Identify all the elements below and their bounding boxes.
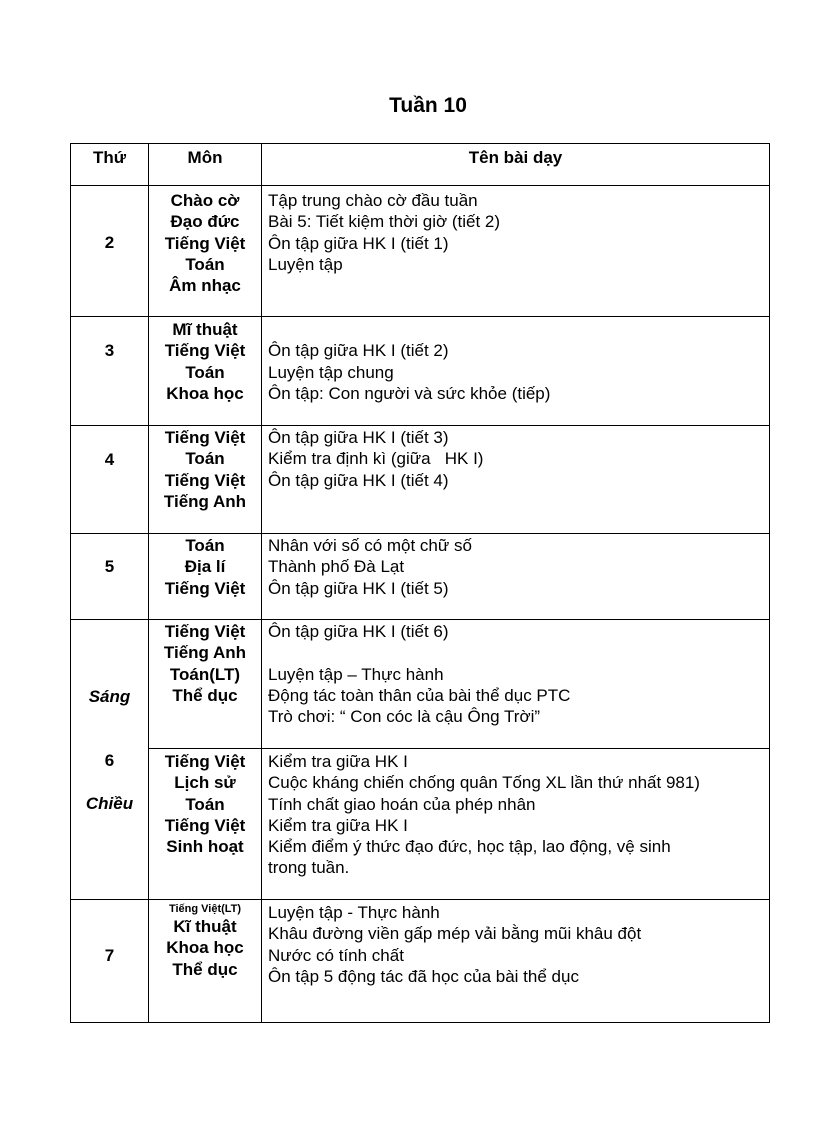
page-title: Tuần 10	[389, 94, 467, 117]
lesson-item: Ôn tập giữa HK I (tiết 3)	[268, 428, 449, 447]
lesson-item: Tập trung chào cờ đầu tuần	[268, 191, 478, 210]
subject-list	[149, 427, 261, 512]
subject-item: Tiếng Việt	[164, 815, 246, 835]
subject-item: Âm nhạc	[169, 276, 241, 296]
table-rule	[769, 143, 770, 1023]
lesson-item: Trò chơi: “ Con cóc là cậu Ông Trời”	[268, 707, 541, 727]
subject-item: Khoa học	[166, 938, 244, 958]
table-rule	[70, 316, 770, 317]
subject-list	[149, 190, 261, 296]
lesson-item: Ôn tập: Con người và sức khỏe (tiếp)	[268, 383, 551, 403]
day-cell: 3	[104, 341, 115, 360]
subject-item: Tiếng Anh	[163, 491, 247, 511]
lesson-item: Kiểm điểm ý thức đạo đức, học tập, lao động, vệ sinh	[268, 837, 671, 857]
lesson-item: Tính chất giao hoán của phép nhân	[268, 794, 536, 814]
subject-item: Toán(LT)	[169, 664, 241, 684]
table-rule	[261, 143, 262, 1023]
lesson-list	[268, 427, 768, 491]
table-rule	[148, 748, 770, 749]
subject-item: Toán	[185, 536, 225, 555]
lesson-item: Thành phố Đà Lạt	[268, 557, 405, 577]
subject-item: Toán	[185, 449, 225, 469]
day-cell: 2	[104, 233, 115, 252]
subject-list	[149, 903, 261, 980]
subject-item: Tiếng Việt	[164, 622, 246, 641]
subject-item: Toán	[185, 362, 225, 382]
lesson-item	[268, 642, 768, 663]
subject-item: Tiếng Việt	[164, 233, 246, 253]
lesson-item: trong tuần.	[268, 858, 350, 878]
lesson-item: Kiểm tra giữa HK I	[268, 752, 408, 771]
day-cell: 5	[104, 557, 115, 576]
subject-item: Toán	[185, 254, 225, 274]
lesson-item: Kiểm tra giữa HK I	[268, 815, 408, 835]
subject-item: Sinh hoạt	[166, 837, 244, 857]
lesson-item: Động tác toàn thân của bài thể dục PTC	[268, 685, 571, 705]
subject-list	[149, 319, 261, 404]
table-rule	[70, 143, 770, 144]
lesson-list	[268, 621, 768, 727]
lesson-item: Ôn tập giữa HK I (tiết 6)	[268, 622, 449, 641]
table-rule	[70, 619, 770, 620]
subject-item: Khoa học	[166, 383, 244, 403]
lesson-item: Ôn tập giữa HK I (tiết 2)	[268, 341, 449, 361]
lesson-item: Luyện tập – Thực hành	[268, 664, 444, 684]
subject-item-small: Tiếng Việt(LT)	[168, 903, 242, 915]
table-rule	[70, 425, 770, 426]
lesson-item: Kiểm tra định kì (giữa HK I)	[268, 449, 484, 469]
session-morning-label: Sáng	[88, 687, 131, 706]
subject-item: Tiếng Anh	[163, 643, 247, 663]
lesson-item: Khâu đường viền gấp mép vải bằng mũi khâu đột	[268, 924, 642, 944]
header-ten: Tên bài dạy	[468, 148, 563, 167]
table-rule	[70, 185, 770, 186]
subject-item: Tiếng Việt	[164, 341, 246, 361]
lesson-item: Nước có tính chất	[268, 945, 404, 965]
lesson-list	[268, 535, 768, 599]
lesson-item: Luyện tập	[268, 254, 343, 274]
table-rule	[70, 533, 770, 534]
subject-item: Tiếng Việt	[164, 578, 246, 598]
lesson-list	[268, 902, 768, 987]
subject-item: Thể dục	[172, 959, 238, 979]
lesson-item: Cuộc kháng chiến chống quân Tống XL lần thứ nhất 981)	[268, 773, 700, 793]
lesson-item: Bài 5: Tiết kiệm thời giờ (tiết 2)	[268, 212, 501, 232]
table-rule	[70, 1022, 770, 1023]
subject-list	[149, 751, 261, 857]
session-afternoon-label: Chiều	[85, 794, 134, 813]
subject-item: Thể dục	[172, 685, 238, 705]
header-mon: Môn	[187, 148, 223, 167]
lesson-item: Luyện tập - Thực hành	[268, 903, 440, 922]
lesson-item	[268, 319, 768, 340]
lesson-list	[268, 190, 768, 275]
subject-item: Kĩ thuật	[173, 917, 237, 936]
subject-item: Tiếng Việt	[164, 470, 246, 490]
lesson-item: Ôn tập giữa HK I (tiết 5)	[268, 578, 449, 598]
subject-item: Tiếng Việt	[164, 752, 246, 771]
lesson-item: Luyện tập chung	[268, 362, 394, 382]
subject-list	[149, 621, 261, 706]
day-cell: 4	[104, 450, 115, 469]
table-rule	[70, 143, 71, 1023]
subject-item: Lịch sử	[174, 773, 236, 793]
subject-item: Tiếng Việt	[164, 428, 246, 447]
subject-item: Chào cờ	[170, 191, 240, 210]
subject-item: Mĩ thuật	[172, 320, 238, 339]
subject-item: Toán	[185, 794, 225, 814]
table-rule	[70, 899, 770, 900]
day-cell: 6	[104, 751, 115, 770]
lesson-item: Nhân với số có một chữ số	[268, 536, 472, 555]
header-thu: Thứ	[92, 148, 127, 167]
lesson-item: Ôn tập 5 động tác đã học của bài thể dục	[268, 966, 579, 986]
day-cell: 7	[104, 946, 115, 965]
lesson-list	[268, 751, 768, 879]
subject-item: Địa lí	[184, 557, 226, 577]
lesson-item: Ôn tập giữa HK I (tiết 1)	[268, 233, 449, 253]
lesson-list	[268, 319, 768, 404]
lesson-item: Ôn tập giữa HK I (tiết 4)	[268, 470, 449, 490]
subject-list	[149, 535, 261, 599]
subject-item: Đạo đức	[170, 212, 240, 232]
